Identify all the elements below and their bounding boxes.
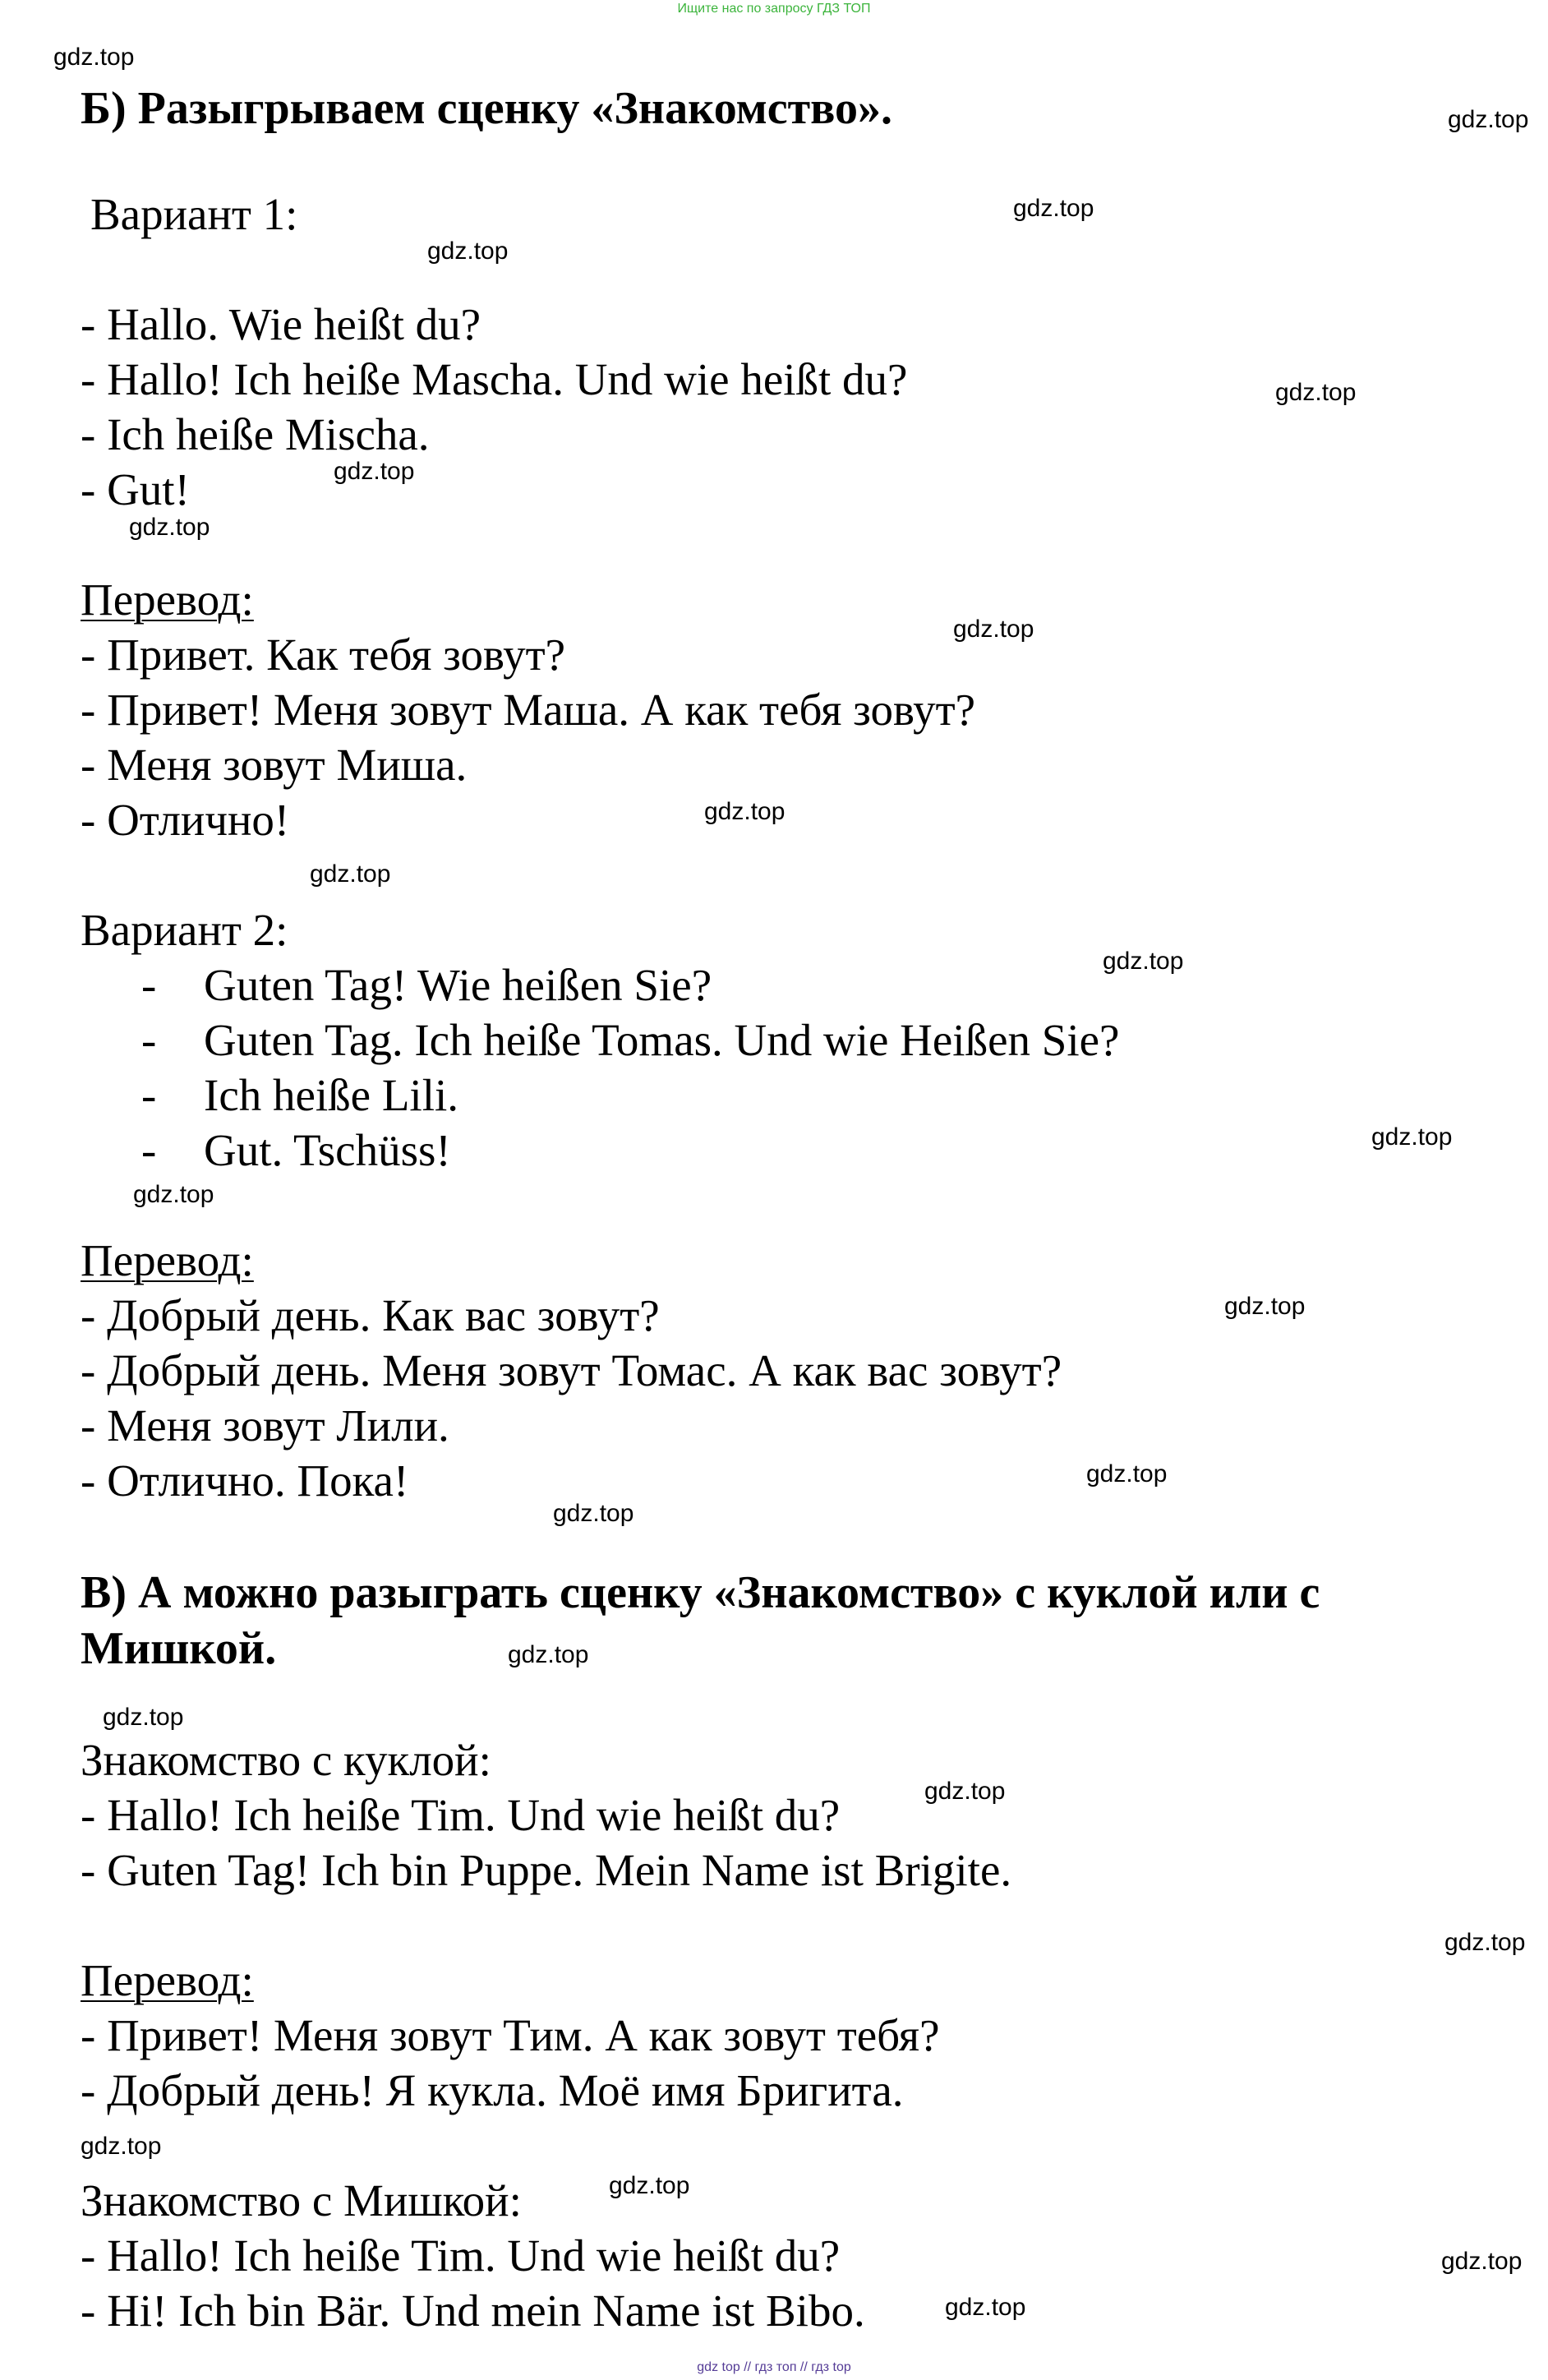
variant2-translation-title: Перевод: bbox=[81, 1235, 254, 1285]
watermark: gdz.top bbox=[1224, 1293, 1306, 1320]
section-v-heading-line2: Мишкой. bbox=[81, 1623, 277, 1674]
variant1-line: - Ich heiße Mischa. bbox=[81, 409, 430, 459]
watermark: gdz.top bbox=[1103, 948, 1184, 975]
doll-line: - Guten Tag! Ich bin Puppe. Mein Name ist Brigite. bbox=[81, 1845, 1012, 1895]
variant1-translation-title: Перевод: bbox=[81, 574, 254, 625]
list-dash: - bbox=[141, 1015, 157, 1065]
variant2-translation-line: - Отлично. Пока! bbox=[81, 1455, 409, 1506]
watermark: gdz.top bbox=[1441, 2248, 1523, 2275]
watermark: gdz.top bbox=[953, 616, 1034, 643]
variant2-title: Вариант 2: bbox=[81, 905, 288, 955]
watermark: gdz.top bbox=[945, 2294, 1026, 2321]
variant1-translation-line: - Меня зовут Миша. bbox=[81, 740, 468, 790]
variant2-line: Guten Tag! Wie heißen Sie? bbox=[204, 960, 712, 1010]
variant2-translation-line: - Добрый день. Меня зовут Томас. А как вас зовут? bbox=[81, 1345, 1062, 1395]
watermark: gdz.top bbox=[129, 514, 210, 541]
doll-title: Знакомство с куклой: bbox=[81, 1735, 491, 1785]
variant2-line: Ich heiße Lili. bbox=[204, 1070, 459, 1120]
variant2-line: Guten Tag. Ich heiße Tomas. Und wie Heißen Sie? bbox=[204, 1015, 1120, 1065]
doll-line: - Hallo! Ich heiße Tim. Und wie heißt du? bbox=[81, 1790, 841, 1840]
watermark: gdz.top bbox=[1448, 106, 1529, 133]
section-v-heading-line1: В) А можно разыграть сценку «Знакомство» с куклой или с bbox=[81, 1567, 1320, 1618]
list-dash: - bbox=[141, 1070, 157, 1120]
variant1-translation-line: - Отлично! bbox=[81, 795, 290, 845]
variant1-translation-line: - Привет! Меня зовут Маша. А как тебя зовут? bbox=[81, 685, 976, 735]
variant1-translation-line: - Привет. Как тебя зовут? bbox=[81, 630, 566, 680]
watermark: gdz.top bbox=[704, 798, 786, 825]
watermark: gdz.top bbox=[334, 458, 415, 485]
doll-translation-title: Перевод: bbox=[81, 1955, 254, 2005]
watermark: gdz.top bbox=[924, 1778, 1006, 1805]
variant2-translation-line: - Меня зовут Лили. bbox=[81, 1400, 449, 1451]
section-b-heading: Б) Разыгрываем сценку «Знакомство». bbox=[81, 83, 893, 134]
doll-translation-line: - Привет! Меня зовут Тим. А как зовут тебя? bbox=[81, 2010, 940, 2060]
doll-translation-line: - Добрый день! Я кукла. Моё имя Бригита. bbox=[81, 2065, 904, 2115]
watermark: gdz.top bbox=[1444, 1929, 1526, 1956]
footer: gdz top // гдз топ // гдз top bbox=[697, 2360, 851, 2374]
watermark: gdz.top bbox=[81, 2133, 162, 2160]
top-banner: Ищите нас по запросу ГДЗ ТОП bbox=[677, 2, 871, 16]
variant1-line: - Hallo. Wie heißt du? bbox=[81, 299, 481, 349]
list-dash: - bbox=[141, 960, 157, 1010]
variant2-line: Gut. Tschüss! bbox=[204, 1125, 451, 1175]
watermark: gdz.top bbox=[609, 2172, 690, 2199]
variant1-line: - Gut! bbox=[81, 464, 190, 514]
watermark: gdz.top bbox=[553, 1500, 634, 1527]
variant1-line: - Hallo! Ich heiße Mascha. Und wie heißt du? bbox=[81, 354, 908, 404]
watermark: gdz.top bbox=[53, 44, 135, 71]
list-dash: - bbox=[141, 1125, 157, 1175]
watermark: gdz.top bbox=[508, 1641, 589, 1668]
bear-line: - Hallo! Ich heiße Tim. Und wie heißt du? bbox=[81, 2230, 841, 2281]
watermark: gdz.top bbox=[1371, 1123, 1453, 1151]
watermark: gdz.top bbox=[133, 1181, 214, 1208]
watermark: gdz.top bbox=[310, 860, 391, 888]
variant1-title: Вариант 1: bbox=[90, 189, 298, 239]
bear-line: - Hi! Ich bin Bär. Und mein Name ist Bibo. bbox=[81, 2285, 865, 2336]
bear-title: Знакомство с Мишкой: bbox=[81, 2175, 522, 2225]
watermark: gdz.top bbox=[427, 238, 509, 265]
watermark: gdz.top bbox=[1013, 195, 1094, 222]
variant2-translation-line: - Добрый день. Как вас зовут? bbox=[81, 1290, 660, 1340]
watermark: gdz.top bbox=[1275, 379, 1357, 406]
watermark: gdz.top bbox=[103, 1704, 184, 1731]
watermark: gdz.top bbox=[1086, 1460, 1168, 1488]
